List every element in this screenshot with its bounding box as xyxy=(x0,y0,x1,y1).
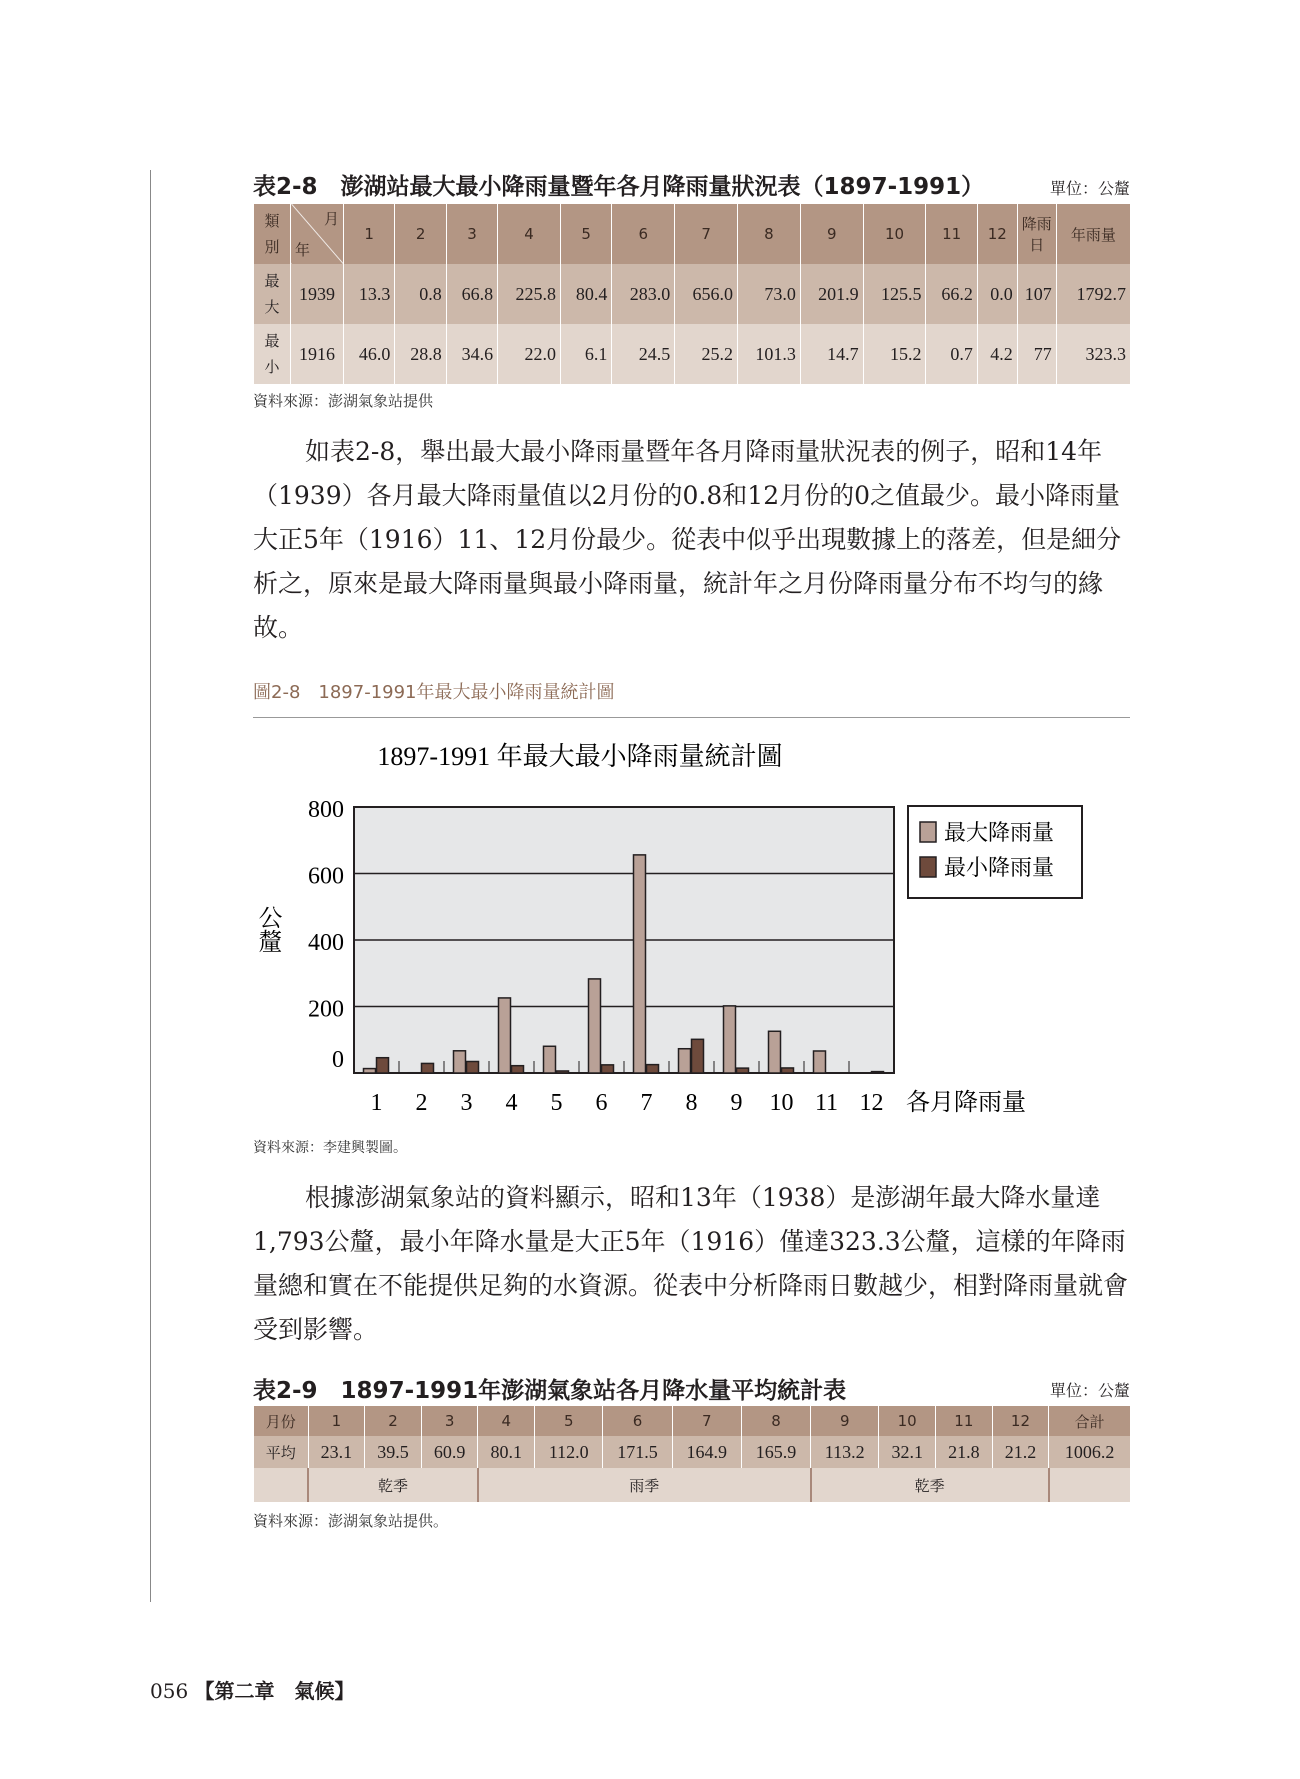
header-cell: 9 xyxy=(800,204,863,264)
header-cell: 1 xyxy=(308,1406,365,1436)
bar-min-month-9 xyxy=(737,1068,749,1073)
value-cell: 80.4 xyxy=(560,264,611,324)
value-cell: 171.5 xyxy=(603,1436,672,1468)
row-label: 最大 xyxy=(254,264,291,324)
chart-title: 1897-1991 年最大最小降雨量統計圖 xyxy=(377,742,783,771)
value-cell: 112.0 xyxy=(535,1436,603,1468)
corner-year: 年 xyxy=(295,241,311,259)
value-cell: 66.2 xyxy=(926,264,977,324)
corner-cell xyxy=(291,204,344,264)
value-cell: 0.7 xyxy=(926,324,977,384)
x-tick-label: 11 xyxy=(814,1090,839,1116)
header-cell: 合計 xyxy=(1049,1406,1130,1436)
table1-title: 表2-8 澎湖站最大最小降雨量暨年各月降雨量狀況表（1897-1991） xyxy=(253,174,985,200)
legend-swatch xyxy=(920,822,936,842)
row-label: 最小 xyxy=(254,324,291,384)
value-cell: 283.0 xyxy=(612,264,675,324)
season-total-blank xyxy=(1049,1468,1130,1502)
bar-min-month-7 xyxy=(647,1065,659,1073)
legend-label: 最小降雨量 xyxy=(944,855,1055,880)
value-cell: 225.8 xyxy=(498,264,561,324)
value-cell: 28.8 xyxy=(395,324,446,384)
header-cell: 9 xyxy=(811,1406,879,1436)
value-cell: 23.1 xyxy=(308,1436,365,1468)
header-cell: 11 xyxy=(936,1406,993,1436)
season-dry-2: 乾季 xyxy=(811,1468,1049,1502)
value-cell: 32.1 xyxy=(879,1436,936,1468)
value-cell: 15.2 xyxy=(863,324,926,384)
value-cell: 25.2 xyxy=(675,324,738,384)
value-cell: 1792.7 xyxy=(1056,264,1130,324)
x-tick-label: 9 xyxy=(730,1090,743,1116)
header-cell: 降雨日 xyxy=(1017,204,1056,264)
value-cell: 165.9 xyxy=(741,1436,810,1468)
corner-month: 月 xyxy=(323,210,339,228)
paragraph-2: 根據澎湖氣象站的資料顯示，昭和13年（1938）是澎湖年最大降水量達1,793公釐，最小年降水量是大正5年（1916）僅達323.3公釐，這樣的年降雨量總和實在不能提供足夠的水資源。從表中分析降雨日數越少，相對降雨量就會受到影響。 xyxy=(253,1183,1129,1344)
season-dry-1: 乾季 xyxy=(308,1468,478,1502)
margin-rule xyxy=(150,170,151,1602)
season-blank xyxy=(254,1468,309,1502)
x-tick-label: 6 xyxy=(595,1090,608,1116)
chapter-label: 【第二章 氣候】 xyxy=(194,1679,355,1703)
value-cell: 6.1 xyxy=(560,324,611,384)
y-tick-label: 200 xyxy=(308,996,344,1023)
bar-min-month-2 xyxy=(422,1063,434,1073)
value-cell: 77 xyxy=(1017,324,1056,384)
value-cell: 73.0 xyxy=(738,264,801,324)
header-cell: 10 xyxy=(863,204,926,264)
paragraph-1: 如表2-8，舉出最大最小降雨量暨年各月降雨量狀況表的例子，昭和14年（1939）各月最大降雨量值以2月份的0.8和12月份的0之值最少。最小降雨量大正5年（1916）11、12月份最少。從表中似乎出現數據上的落差，但是細分析之，原來是最大降雨量與最小降雨量，統計年之月份降雨量分布不均勻的緣故。 xyxy=(253,437,1122,642)
bar-min-month-4 xyxy=(512,1066,524,1073)
value-cell: 101.3 xyxy=(738,324,801,384)
x-tick-label: 3 xyxy=(460,1090,473,1116)
caption-rule xyxy=(253,717,1130,718)
header-cell: 4 xyxy=(498,204,561,264)
legend xyxy=(908,806,1082,898)
table1 xyxy=(253,204,1130,384)
x-tick-label: 2 xyxy=(415,1090,428,1116)
table1-source: 資料來源：澎湖氣象站提供 xyxy=(253,392,434,410)
y-tick-label: 400 xyxy=(308,930,344,956)
bar-max-month-8 xyxy=(679,1049,691,1073)
bar-min-month-10 xyxy=(782,1068,794,1073)
header-cell: 10 xyxy=(879,1406,936,1436)
table2-title: 表2-9 1897-1991年澎湖氣象站各月降水量平均統計表 xyxy=(253,1378,847,1404)
figure-source: 資料來源：李建興製圖。 xyxy=(253,1140,407,1156)
header-cell: 1 xyxy=(344,204,395,264)
bar-max-month-11 xyxy=(814,1051,826,1073)
value-cell: 4.2 xyxy=(977,324,1017,384)
header-cell: 7 xyxy=(672,1406,741,1436)
x-tick-label: 1 xyxy=(370,1090,383,1116)
header-cell: 2 xyxy=(395,204,446,264)
x-tick-label: 7 xyxy=(640,1090,653,1116)
bar-max-month-5 xyxy=(544,1046,556,1073)
value-cell: 107 xyxy=(1017,264,1056,324)
header-cell: 12 xyxy=(992,1406,1049,1436)
x-tick-label: 4 xyxy=(505,1090,518,1116)
bar-max-month-6 xyxy=(589,979,601,1073)
header-cell: 6 xyxy=(603,1406,672,1436)
header-cell: 年雨量 xyxy=(1056,204,1130,264)
y-tick-label: 800 xyxy=(308,797,344,823)
header-cell: 11 xyxy=(926,204,977,264)
value-cell: 24.5 xyxy=(612,324,675,384)
header-cell: 2 xyxy=(365,1406,422,1436)
legend-swatch xyxy=(920,857,936,877)
header-cell: 5 xyxy=(560,204,611,264)
value-cell: 125.5 xyxy=(863,264,926,324)
value-cell: 21.2 xyxy=(992,1436,1049,1468)
header-cell: 5 xyxy=(535,1406,603,1436)
header-cell: 3 xyxy=(446,204,497,264)
bar-min-month-1 xyxy=(377,1058,389,1073)
value-cell: 1006.2 xyxy=(1049,1436,1130,1468)
bar-min-month-6 xyxy=(602,1065,614,1073)
bar-max-month-3 xyxy=(454,1051,466,1073)
bar-max-month-4 xyxy=(499,998,511,1073)
table2-unit: 單位：公釐 xyxy=(1049,1381,1130,1400)
legend-label: 最大降雨量 xyxy=(944,820,1055,845)
value-cell: 656.0 xyxy=(675,264,738,324)
bar-min-month-8 xyxy=(692,1039,704,1073)
y-axis-label: 公釐 xyxy=(254,905,280,953)
bar-min-month-5 xyxy=(557,1071,569,1073)
row-year: 1916 xyxy=(291,324,344,384)
bar-min-month-12 xyxy=(872,1072,884,1073)
value-cell: 80.1 xyxy=(478,1436,535,1468)
season-wet: 雨季 xyxy=(478,1468,811,1502)
table2-source: 資料來源：澎湖氣象站提供。 xyxy=(253,1512,449,1530)
value-cell: 46.0 xyxy=(344,324,395,384)
value-cell: 66.8 xyxy=(446,264,497,324)
value-cell: 164.9 xyxy=(672,1436,741,1468)
figure-caption: 圖2-8 1897-1991年最大最小降雨量統計圖 xyxy=(253,682,615,703)
bar-max-month-7 xyxy=(634,855,646,1073)
value-cell: 113.2 xyxy=(811,1436,879,1468)
table1-unit: 單位：公釐 xyxy=(1049,179,1130,198)
x-tick-label: 10 xyxy=(769,1090,794,1116)
row-year: 1939 xyxy=(291,264,344,324)
x-axis-label: 各月降雨量 xyxy=(906,1090,1026,1116)
value-cell: 323.3 xyxy=(1056,324,1130,384)
header-cell: 8 xyxy=(738,204,801,264)
header-cell: 6 xyxy=(612,204,675,264)
value-cell: 60.9 xyxy=(421,1436,478,1468)
header-cell: 月份 xyxy=(254,1406,309,1436)
header-cell: 12 xyxy=(977,204,1017,264)
rainfall-chart xyxy=(240,730,1120,1130)
header-cell: 8 xyxy=(741,1406,810,1436)
x-tick-label: 5 xyxy=(550,1090,563,1116)
page-footer xyxy=(150,1675,355,1704)
header-cell: 4 xyxy=(478,1406,535,1436)
header-cell: 3 xyxy=(421,1406,478,1436)
x-tick-label: 8 xyxy=(685,1090,698,1116)
bar-max-month-9 xyxy=(724,1006,736,1073)
bar-max-month-10 xyxy=(769,1031,781,1073)
header-cell: 7 xyxy=(675,204,738,264)
value-cell: 21.8 xyxy=(936,1436,993,1468)
corner-category: 類別 xyxy=(254,204,291,264)
value-cell: 13.3 xyxy=(344,264,395,324)
value-cell: 201.9 xyxy=(800,264,863,324)
y-tick-label: 600 xyxy=(308,863,344,890)
value-cell: 22.0 xyxy=(498,324,561,384)
avg-label: 平均 xyxy=(254,1436,309,1468)
y-tick-label: 0 xyxy=(332,1047,344,1073)
x-tick-label: 12 xyxy=(859,1090,884,1116)
bar-max-month-1 xyxy=(364,1069,376,1073)
value-cell: 39.5 xyxy=(365,1436,422,1468)
table2 xyxy=(253,1406,1130,1502)
value-cell: 14.7 xyxy=(800,324,863,384)
page-number: 056 xyxy=(150,1679,189,1703)
value-cell: 34.6 xyxy=(446,324,497,384)
value-cell: 0.8 xyxy=(395,264,446,324)
value-cell: 0.0 xyxy=(977,264,1017,324)
bar-min-month-3 xyxy=(467,1061,479,1073)
